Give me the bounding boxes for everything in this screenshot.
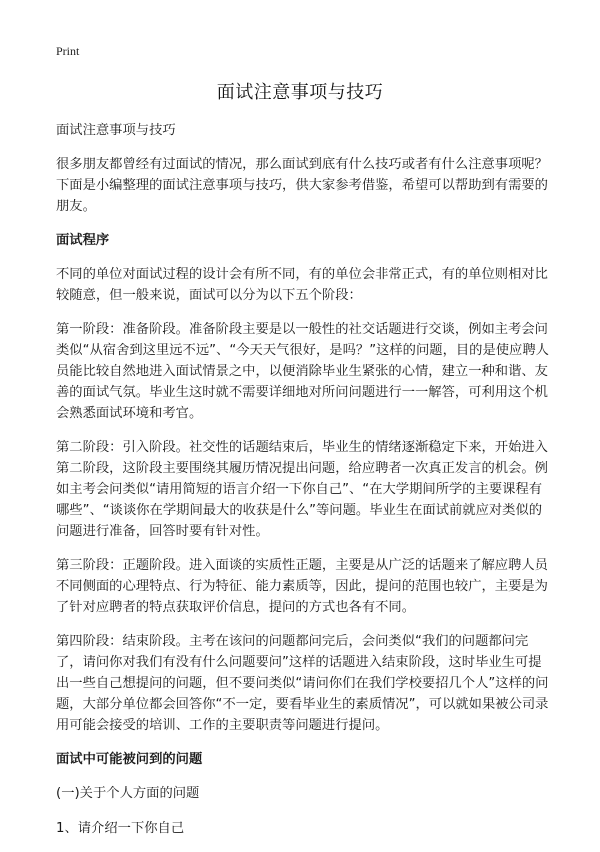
process-overview-paragraph: 不同的单位对面试过程的设计会有所不同，有的单位会非常正式，有的单位则相对比较随意，但一般来说，面试可以分为以下五个阶段： [56, 267, 548, 303]
intro-paragraph: 很多朋友都曾经有过面试的情况，那么面试到底有什么技巧或者有什么注意事项呢？下面是小编整理的面试注意事项与技巧，供大家参考借鉴，希望可以帮助到有需要的朋友。 [56, 157, 548, 214]
page-title: 面试注意事项与技巧 [216, 82, 384, 103]
article-subtitle: 面试注意事项与技巧 [56, 123, 176, 138]
stage-two-paragraph: 第二阶段：引入阶段。社交性的话题结束后，毕业生的情绪逐渐稳定下来，开始进入第二阶段，这阶段主要围绕其履历情况提出问题，给应聘者一次真正发言的机会。例如主考会问类似“请用简短的语言介绍一下你自己”、“在大学期间所学的主要课程有哪些”、“谈谈你在学期间最大的收获是什么”等问题。毕业生在面试前就应对类似的问题进行准备，回答时要有针对性。 [56, 440, 548, 539]
question-item: 1、请介绍一下你自己 [56, 821, 185, 836]
stage-one-paragraph: 第一阶段：准备阶段。准备阶段主要是以一般性的社交话题进行交谈，例如主考会问类似“从宿舍到这里远不远”、“今天天气很好，是吗？”这样的问题，目的是使应聘人员能比较自然地进入面试情景之中，以便消除毕业生紧张的心情，建立一种和谐、友善的面试气氛。毕业生这时就不需要详细地对所问问题进行一一解答，可利用这个机会熟悉面试环境和考官。 [56, 322, 549, 421]
subsection-personal-questions: (一)关于个人方面的问题 [56, 786, 200, 801]
print-link[interactable]: Print [56, 44, 80, 58]
article-body [56, 120, 552, 852]
stage-four-paragraph: 第四阶段：结束阶段。主考在该问的问题都问完后，会问类似“我们的问题都问完了，请问你对我们有没有什么问题要问”这样的话题进入结束阶段，这时毕业生可提出一些自己想提问的问题，但不要问类似“请问你们在我们学校要招几个人”这样的问题，大部分单位都会回答你“不一定，要看毕业生的素质情况”，可以就如果被公司录用可能会接受的培训、工作的主要职责等问题进行提问。 [56, 634, 549, 733]
section-heading-interview-process: 面试程序 [56, 233, 110, 248]
section-heading-questions: 面试中可能被问到的问题 [56, 752, 203, 767]
stage-three-paragraph: 第三阶段：正题阶段。进入面谈的实质性正题，主要是从广泛的话题来了解应聘人员不同侧面的心理特点、行为特征、能力素质等，因此，提问的范围也较广，主要是为了针对应聘者的特点获取评价信息，提问的方式也各有不同。 [56, 558, 548, 615]
